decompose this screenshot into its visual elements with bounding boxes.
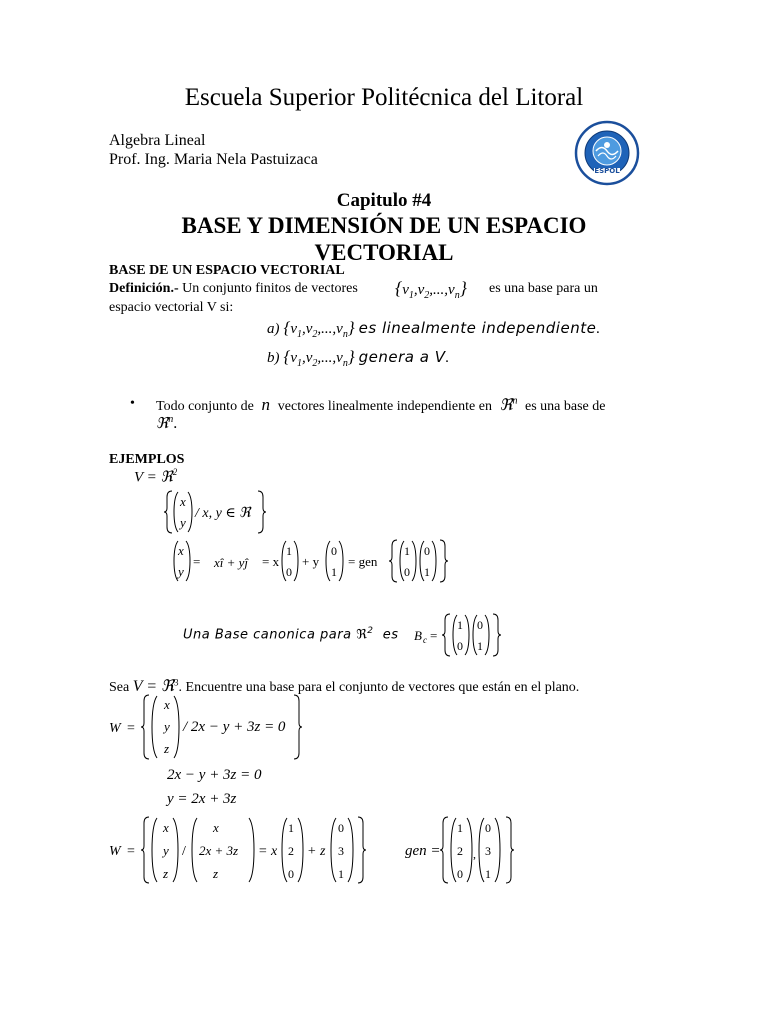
svg-text:0: 0 — [485, 821, 491, 835]
svg-text:2: 2 — [288, 844, 294, 858]
w-set-condition: / 2x − y + 3z = 0 — [183, 719, 286, 735]
w-decomposition — [109, 815, 369, 890]
condition-b: b) $\{v_1,v_2,...,v_n\}$ genera a V. — [267, 347, 450, 369]
definition-label: Definición.- — [109, 281, 179, 296]
espol-logo — [572, 120, 642, 186]
example-v-definition: V = ℜ$^2$ — [134, 467, 178, 486]
svg-text:W: W — [109, 721, 121, 736]
svg-text:= gen: = gen — [348, 554, 378, 569]
svg-text:c: c — [423, 635, 427, 645]
svg-text:z: z — [163, 866, 169, 881]
svg-text:2: 2 — [457, 844, 463, 858]
svg-text:x: x — [213, 820, 219, 835]
svg-text:x: x — [164, 697, 170, 712]
svg-text:=: = — [127, 844, 135, 859]
svg-text:1: 1 — [424, 565, 430, 579]
svg-text:1: 1 — [331, 565, 337, 579]
section-heading: BASE DE UN ESPACIO VECTORIAL — [109, 263, 345, 278]
definition-text-2: es una base para un — [489, 281, 598, 296]
svg-text:3: 3 — [338, 844, 344, 858]
canonical-basis-text: Una Base canonica para ℜ$^2$ es — [183, 626, 399, 643]
svg-text:2x + 3z: 2x + 3z — [199, 843, 239, 858]
definition-text-1: Un conjunto finitos de vectores — [178, 281, 358, 296]
bullet-text-line2: ℜ$^n$. — [156, 414, 178, 432]
svg-text:0: 0 — [457, 867, 463, 881]
svg-text:=: = — [430, 628, 438, 643]
definition-line-1 — [109, 281, 358, 297]
svg-text:W: W — [109, 844, 121, 859]
sea-line: Sea V = ℜ$^3$. Encuentre una base para el conjunto de vectores que están en el plano. — [109, 677, 580, 695]
svg-text:/: / — [182, 844, 186, 859]
bullet-text: Todo conjunto de n vectores linealmente independiente en ℜ$^n$ es una base de — [156, 395, 606, 414]
svg-text:+ z: + z — [307, 844, 326, 859]
examples-heading: EJEMPLOS — [109, 452, 185, 467]
svg-text:z: z — [164, 741, 170, 756]
svg-text:x: x — [180, 494, 186, 509]
course-name: Algebra Lineal — [109, 132, 206, 149]
equation-2: y = 2x + 3z — [167, 791, 237, 807]
svg-text:= x: = x — [262, 554, 280, 569]
svg-text:=: = — [193, 554, 201, 569]
svg-text:x: x — [163, 820, 169, 835]
gen-basis-formula — [440, 815, 520, 890]
svg-text:0: 0 — [457, 639, 463, 653]
svg-text:y: y — [178, 564, 184, 579]
definition-text-3: espacio vectorial V si: — [109, 300, 234, 315]
svg-text:= x: = x — [258, 844, 278, 859]
logo-bottom-text: ESPOL — [594, 167, 620, 175]
equation-1: 2x − y + 3z = 0 — [167, 767, 262, 783]
r2-decomposition — [164, 538, 454, 589]
svg-text:0: 0 — [288, 867, 294, 881]
svg-text:1: 1 — [485, 867, 491, 881]
professor-name: Prof. Ing. Maria Nela Pastuizaca — [109, 151, 318, 168]
svg-text:x: x — [178, 543, 184, 558]
svg-text:1: 1 — [286, 544, 292, 558]
svg-text:1: 1 — [404, 544, 410, 558]
r2-set-condition: / x, y ∈ ℜ — [195, 506, 251, 521]
svg-text:,: , — [473, 847, 476, 861]
svg-text:B: B — [414, 628, 422, 643]
svg-text:0: 0 — [477, 618, 483, 632]
chapter-title-line1: BASE Y DIMENSIÓN DE UN ESPACIO — [181, 213, 587, 238]
canonical-basis-formula — [412, 612, 507, 663]
svg-text:3: 3 — [485, 844, 491, 858]
svg-text:z: z — [213, 866, 219, 881]
svg-text:=: = — [127, 721, 135, 736]
bullet-point: • — [130, 396, 135, 411]
gen-label: gen = — [405, 843, 441, 859]
institution-title: Escuela Superior Politécnica del Litoral — [184, 84, 584, 111]
svg-text:1: 1 — [457, 618, 463, 632]
chapter-number: Capitulo #4 — [336, 190, 432, 211]
svg-text:1: 1 — [457, 821, 463, 835]
svg-text:1: 1 — [338, 867, 344, 881]
svg-text:0: 0 — [286, 565, 292, 579]
svg-text:+ y: + y — [302, 554, 320, 569]
vector-set-formula: $\{v_1,v_2,...,v_n\}$ — [395, 278, 467, 301]
svg-text:0: 0 — [424, 544, 430, 558]
chapter-title-line2: VECTORIAL — [314, 240, 454, 265]
svg-text:y: y — [180, 515, 186, 530]
svg-text:y: y — [164, 719, 170, 734]
svg-text:0: 0 — [338, 821, 344, 835]
condition-a: a) $\{v_1,v_2,...,v_n\}$ es linealmente independiente. — [267, 318, 601, 340]
svg-text:0: 0 — [331, 544, 337, 558]
svg-text:xî + yĵ: xî + yĵ — [214, 555, 249, 570]
svg-text:y: y — [163, 843, 169, 858]
svg-text:0: 0 — [404, 565, 410, 579]
svg-text:1: 1 — [288, 821, 294, 835]
svg-text:1: 1 — [477, 639, 483, 653]
